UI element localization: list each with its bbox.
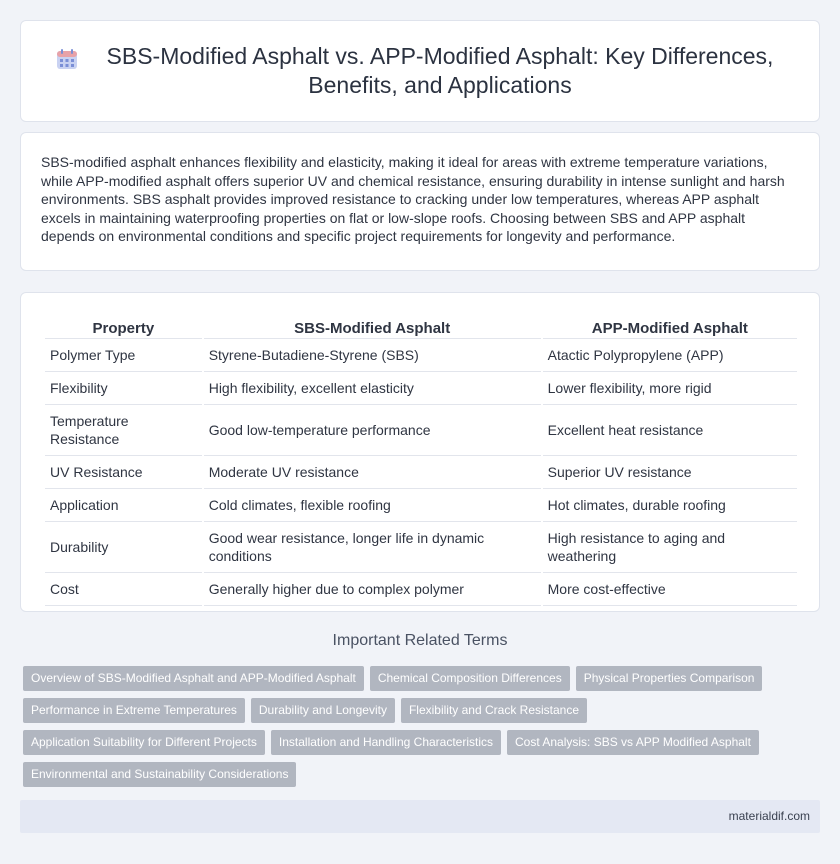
footer-bar <box>20 800 820 833</box>
property-cell: Temperature Resistance <box>45 405 202 456</box>
sbs-cell: Generally higher due to complex polymer <box>204 573 541 606</box>
app-cell: Superior UV resistance <box>543 456 797 489</box>
related-terms-list <box>20 664 820 792</box>
property-cell: Durability <box>45 522 202 573</box>
sbs-cell: Good wear resistance, longer life in dynamic conditions <box>204 522 541 573</box>
related-term-tag[interactable]: Durability and Longevity <box>251 698 395 723</box>
sbs-cell: Good low-temperature performance <box>204 405 541 456</box>
related-term-tag[interactable]: Overview of SBS-Modified Asphalt and APP-Modified Asphalt <box>23 666 364 691</box>
summary-card <box>20 132 820 271</box>
table-row <box>45 489 797 522</box>
related-terms-heading: Important Related Terms <box>332 632 508 649</box>
related-term-tag[interactable]: Chemical Composition Differences <box>370 666 570 691</box>
header-sbs: SBS-Modified Asphalt <box>204 315 541 339</box>
summary-paragraph: SBS-modified asphalt enhances flexibility and elasticity, making it ideal for areas with extreme temperature variations, while APP-modified asphalt offers superior UV and chemical resistance, ensuring durability in intense sunlight and harsh environments. SBS asphalt provides improved resistance to cracking under low temperatures, whereas APP asphalt excels in maintaining waterproofing properties on flat or low-slope roofs. Choosing between SBS and APP asphalt depends on environmental conditions and specific project requirements for longevity and performance. <box>41 154 785 244</box>
app-cell: Lower flexibility, more rigid <box>543 372 797 405</box>
page-title: SBS-Modified Asphalt vs. APP-Modified Asphalt: Key Differences, Benefits, and Applications <box>106 43 774 98</box>
table-row <box>45 522 797 573</box>
sbs-cell: Cold climates, flexible roofing <box>204 489 541 522</box>
comparison-table-card <box>20 292 820 612</box>
sbs-cell: Moderate UV resistance <box>204 456 541 489</box>
table-row <box>45 339 797 372</box>
related-term-tag[interactable]: Installation and Handling Characteristics <box>271 730 501 755</box>
property-cell: Flexibility <box>45 372 202 405</box>
related-term-tag[interactable]: Cost Analysis: SBS vs APP Modified Asphalt <box>507 730 759 755</box>
related-term-tag[interactable]: Physical Properties Comparison <box>576 666 763 691</box>
property-cell: UV Resistance <box>45 456 202 489</box>
related-term-tag[interactable]: Application Suitability for Different Projects <box>23 730 265 755</box>
header-property: Property <box>45 315 202 339</box>
app-cell: High resistance to aging and weathering <box>543 522 797 573</box>
app-cell: Atactic Polypropylene (APP) <box>543 339 797 372</box>
header-card <box>20 20 820 122</box>
app-cell: Excellent heat resistance <box>543 405 797 456</box>
table-header-row <box>45 315 797 339</box>
header-app: APP-Modified Asphalt <box>543 315 797 339</box>
property-cell: Cost <box>45 573 202 606</box>
app-cell: More cost-effective <box>543 573 797 606</box>
property-cell: Application <box>45 489 202 522</box>
table-row <box>45 405 797 456</box>
app-cell: Hot climates, durable roofing <box>543 489 797 522</box>
property-cell: Polymer Type <box>45 339 202 372</box>
footer-site-link[interactable]: materialdif.com <box>728 809 810 823</box>
comparison-table <box>43 315 799 606</box>
related-term-tag[interactable]: Performance in Extreme Temperatures <box>23 698 245 723</box>
sbs-cell: High flexibility, excellent elasticity <box>204 372 541 405</box>
table-row <box>45 573 797 606</box>
related-term-tag[interactable]: Flexibility and Crack Resistance <box>401 698 587 723</box>
table-row <box>45 456 797 489</box>
table-row <box>45 372 797 405</box>
related-term-tag[interactable]: Environmental and Sustainability Considerations <box>23 762 296 787</box>
sbs-cell: Styrene-Butadiene-Styrene (SBS) <box>204 339 541 372</box>
